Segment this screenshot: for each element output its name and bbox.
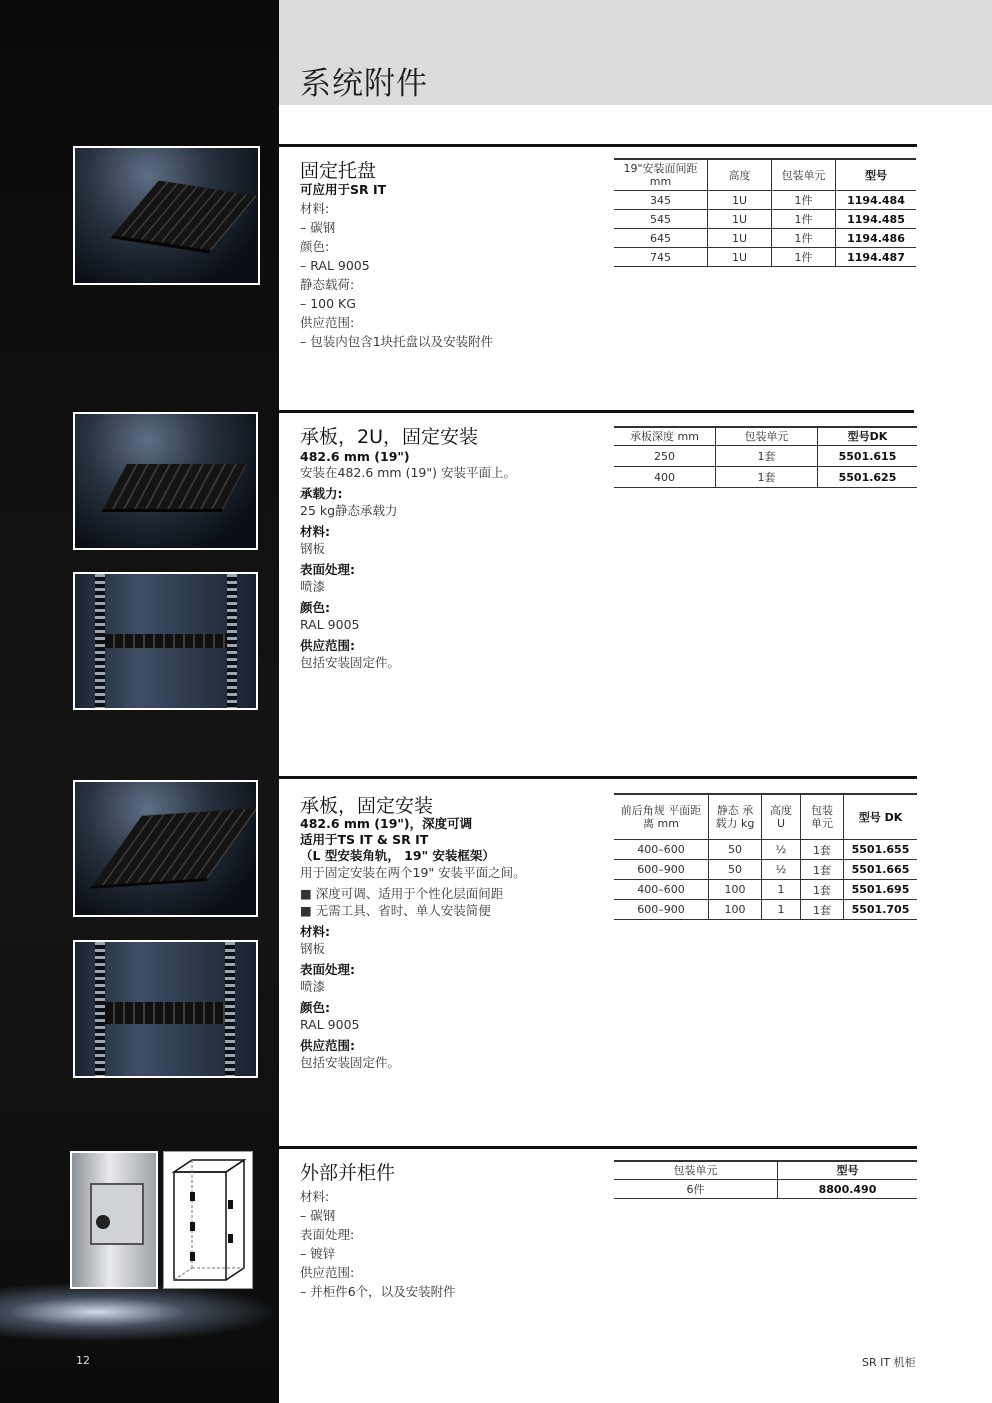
table-cell: 1套 [801,860,844,880]
spec-value: 喷漆 [300,579,326,594]
sidebar-light-glow [0,1282,279,1342]
table-cell: 400–600 [614,840,709,860]
product-photo-2u-shelf-installed [73,572,258,710]
table-cell: 1194.487 [836,248,917,267]
spec-label: 供应范围: [300,315,355,330]
table-cell: 5501.665 [844,860,918,880]
table-header-cell: 静态 承载力 kg [709,794,762,840]
table-cell: 50 [709,840,762,860]
product-photo-fixed-shelf-installed [73,940,258,1078]
table-cell: 100 [709,900,762,920]
table-cell: 1 [762,880,801,900]
install-text: 安装在482.6 mm (19") 安装平面上。 [300,465,516,480]
table-header-cell: 型号 [778,1161,918,1180]
table-cell: 1件 [772,191,836,210]
table-cell: 6件 [614,1180,778,1199]
table-cell: 50 [709,860,762,880]
spec-value: 25 kg静态承载力 [300,503,398,518]
table-cell: 1U [708,229,772,248]
spec-label: 颜色: [300,1000,330,1015]
spec-value: – RAL 9005 [300,258,370,273]
table-cell: 1件 [772,210,836,229]
table-row [614,210,916,229]
section-title: 固定托盘 [300,160,377,182]
table-cell: 745 [614,248,708,267]
table-header-cell: 型号 DK [844,794,918,840]
table-header-cell: 包装单元 [614,1161,778,1180]
table-cell: 1194.485 [836,210,917,229]
table-header-row [614,1161,917,1180]
table-cell: 1U [708,248,772,267]
table-cell: 5501.655 [844,840,918,860]
table-cell: 600–900 [614,860,709,880]
spec-label: 供应范围: [300,1265,355,1280]
section-title: 承板，2U，固定安装 [300,426,478,448]
section-divider [279,776,917,779]
size-text: 482.6 mm (19") [300,449,410,464]
product-photo-baying-connector [70,1151,158,1289]
shelf-shape [103,464,247,509]
feature-bullet: ■ 深度可调、适用于个性化层面间距 [300,886,504,901]
rack-rail [95,942,105,1076]
table-header-cell: 高度 U [762,794,801,840]
spec-label: 表面处理: [300,562,355,577]
table-cell: 1件 [772,229,836,248]
spec-label: 静态载荷: [300,277,355,292]
table-row [614,840,917,860]
spec-value: 包括安装固定件。 [300,1055,401,1070]
table-cell: 1 [762,900,801,920]
rack-rail [225,942,235,1076]
spec-label: 表面处理: [300,1227,355,1242]
section-divider [279,144,917,147]
spec-value: 钢板 [300,941,326,956]
spec-table [614,426,917,488]
footer-product-line: SR IT 机柜 [862,1356,916,1369]
table-cell: 1U [708,210,772,229]
table-cell: 400 [614,467,716,488]
spec-value: RAL 9005 [300,1017,360,1032]
table-row [614,229,916,248]
spec-label: 材料: [300,924,330,939]
table-cell: ½ [762,860,801,880]
table-cell: 1U [708,191,772,210]
table-row [614,1180,917,1199]
table-header-cell: 前后角规 平面距离 mm [614,794,709,840]
table-header-cell: 19"安装面间距 mm [614,159,708,191]
spec-label: 供应范围: [300,1038,355,1053]
table-cell: 100 [709,880,762,900]
feature-bullet: ■ 无需工具、省时、单人安装简便 [300,903,491,918]
spec-value: – 碳钢 [300,1208,336,1223]
table-cell: 1套 [801,880,844,900]
table-header-cell: 包装单元 [772,159,836,191]
spec-value: – 碳钢 [300,220,336,235]
table-header-cell: 高度 [708,159,772,191]
table-cell: 645 [614,229,708,248]
spec-value: 钢板 [300,541,326,556]
spec-label: 颜色: [300,600,330,615]
table-header-row [614,427,917,446]
table-cell: 545 [614,210,708,229]
shelf-shape [92,808,257,886]
section-divider [279,1146,917,1149]
table-row [614,446,917,467]
section-title: 外部并柜件 [300,1162,396,1184]
installed-shelf [105,1002,225,1024]
rack-rail [227,574,237,708]
applicability-detail: （L 型安装角轨， 19" 安装框架） [300,848,495,863]
table-cell: 5501.625 [818,467,918,488]
cabinet-wireframe-icon [164,1152,252,1288]
install-text: 用于固定安装在两个19" 安装平面之间。 [300,865,526,880]
spec-label: 供应范围: [300,638,355,653]
table-cell: 5501.695 [844,880,918,900]
table-header-cell: 包装 单元 [801,794,844,840]
connector-plate [90,1183,144,1245]
diagram-baying-cabinet [163,1151,253,1289]
table-cell: 345 [614,191,708,210]
table-header-cell: 承板深度 mm [614,427,716,446]
table-cell: 1件 [772,248,836,267]
spec-value: – 包装内包含1块托盘以及安装附件 [300,334,494,349]
bolt-shape [96,1215,110,1229]
table-row [614,860,917,880]
spec-table [614,1160,917,1199]
page-number: 12 [76,1354,90,1367]
spec-value: – 并柜件6个，以及安装附件 [300,1284,456,1299]
tray-shape [113,181,257,251]
spec-label: 承载力: [300,486,343,501]
table-cell: 1套 [801,900,844,920]
spec-value: RAL 9005 [300,617,360,632]
table-row [614,248,916,267]
table-header-row [614,159,916,191]
table-cell: 1194.486 [836,229,917,248]
table-cell: 400–600 [614,880,709,900]
product-photo-fixed-shelf [73,780,258,917]
table-row [614,880,917,900]
rack-rail [95,574,105,708]
spec-value: – 镀锌 [300,1246,336,1261]
table-cell: 5501.615 [818,446,918,467]
section-divider [279,410,914,413]
size-text: 482.6 mm (19")，深度可调 [300,816,473,831]
table-row [614,900,917,920]
spec-label: 材料: [300,201,330,216]
spec-table [614,793,917,920]
table-row [614,467,917,488]
table-cell: 250 [614,446,716,467]
spec-label: 材料: [300,524,330,539]
product-photo-2u-shelf [73,412,258,550]
spec-label: 表面处理: [300,962,355,977]
table-cell: 600–900 [614,900,709,920]
table-cell: 1套 [716,446,818,467]
table-cell: 1套 [716,467,818,488]
spec-table [614,158,916,267]
table-cell: 8800.490 [778,1180,918,1199]
installed-shelf [105,634,227,648]
table-cell: 5501.705 [844,900,918,920]
table-cell: ½ [762,840,801,860]
table-header-cell: 包装单元 [716,427,818,446]
table-header-cell: 型号 [836,159,917,191]
table-cell: 1194.484 [836,191,917,210]
table-header-row [614,794,917,840]
spec-label: 材料: [300,1189,330,1204]
applicability-text: 可应用于SR IT [300,182,387,197]
applicability-text: 适用于TS IT & SR IT [300,832,429,847]
product-photo-fixed-tray [73,146,260,285]
table-cell: 1套 [801,840,844,860]
table-row [614,191,916,210]
section-title: 承板，固定安装 [300,795,434,817]
page-title: 系统附件 [300,66,428,102]
spec-label: 颜色: [300,239,330,254]
table-header-cell: 型号DK [818,427,918,446]
spec-value: 喷漆 [300,979,326,994]
spec-value: 包括安装固定件。 [300,655,401,670]
spec-value: – 100 KG [300,296,356,311]
